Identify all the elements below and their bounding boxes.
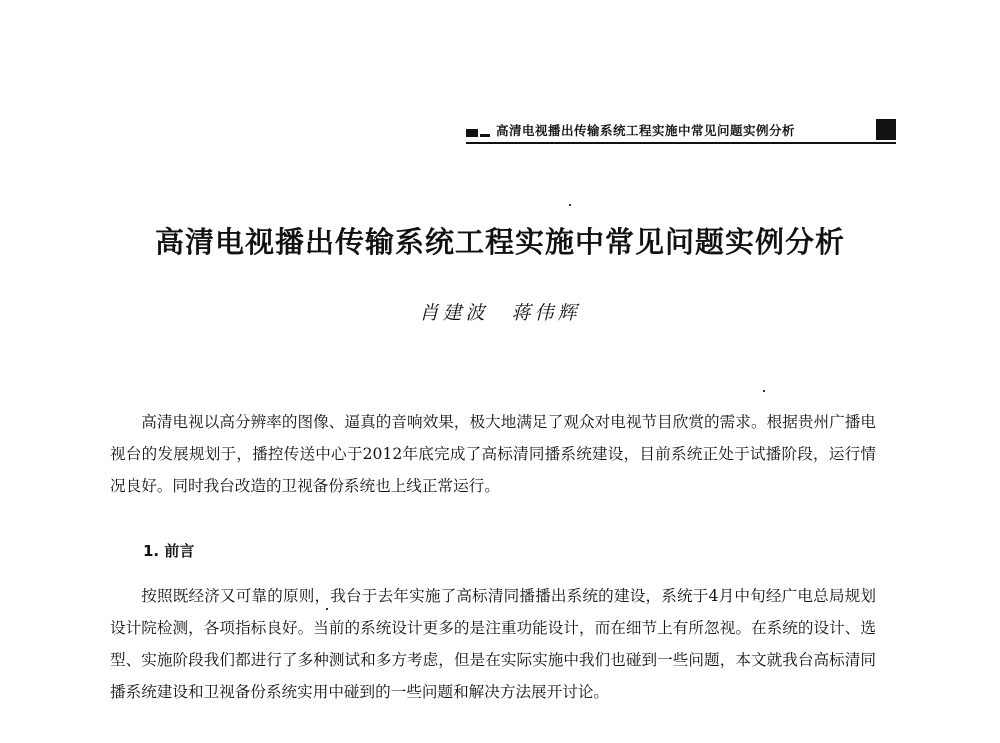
scan-speck — [763, 390, 765, 392]
article-title: 高清电视播出传输系统工程实施中常见问题实例分析 — [154, 225, 845, 259]
section-heading: 1. 前言 — [143, 542, 195, 560]
header-left-mark-icon — [466, 129, 478, 137]
article-authors: 肖建波 蒋伟辉 — [419, 302, 581, 324]
scan-speck — [326, 608, 328, 610]
intro-paragraph: 高清电视以高分辨率的图像、逼真的音响效果，极大地满足了观众对电视节目欣赏的需求。根据贵州广播电视台的发展规划于，播控传送中心于2012年底完成了高标清同播系统建设，目前系统正处于试播阶段，运行情况良好。同时我台改造的卫视备份系统也上线正常运行。 — [110, 413, 876, 495]
running-header — [466, 118, 896, 144]
scan-speck — [569, 204, 571, 206]
running-header-text: 高清电视播出传输系统工程实施中常见问题实例分析 — [496, 123, 796, 138]
header-right-block-icon — [876, 119, 896, 140]
section-paragraph: 按照既经济又可靠的原则，我台于去年实施了高标清同播播出系统的建设，系统于4月中旬经广电总局规划设计院检测，各项指标良好。当前的系统设计更多的是注重功能设计，而在细节上有所忽视。在系统的设计、选型、实施阶段我们都进行了多种测试和多方考虑，但是在实际实施中我们也碰到一些问题，本文就我台高标清同播系统建设和卫视备份系统实用中碰到的一些问题和解决方法展开讨论。 — [110, 587, 876, 701]
